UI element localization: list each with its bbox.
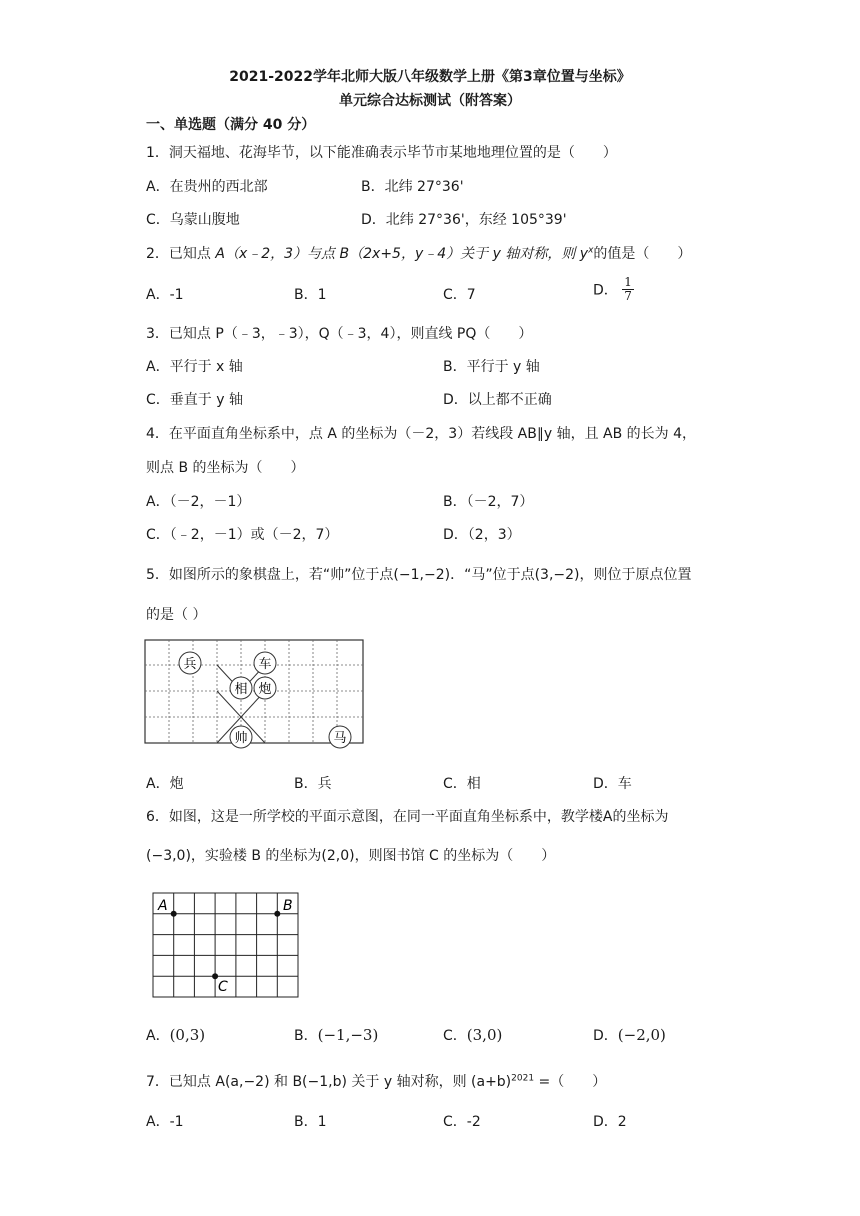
- fraction: $\frac{1}{7}$: [624, 275, 632, 303]
- q6-option-d: D．(−2,0): [593, 1026, 666, 1044]
- q2-option-a: A．-1: [146, 287, 184, 303]
- q2-option-d: D． $\frac{1}{7}$: [593, 275, 632, 303]
- q7-option-a: A．-1: [146, 1114, 184, 1130]
- q3-option-c: C．垂直于 y 轴: [146, 392, 243, 408]
- document-title: 2021-2022学年北师大版八年级数学上册《第3章位置与坐标》: [229, 69, 631, 85]
- q5-option-c: C．相: [443, 776, 481, 792]
- chess-piece-ma: [329, 726, 351, 748]
- question-1-stem: [146, 142, 617, 162]
- q2-option-c: C．7: [443, 287, 476, 303]
- svg-text:车: 车: [258, 657, 272, 672]
- q4-option-b: B．（－2，7）: [443, 494, 534, 510]
- q2-option-b: B．1: [294, 287, 327, 303]
- q6-option-b: B．(−1,−3): [294, 1026, 379, 1044]
- q7-option-d: D．2: [593, 1114, 627, 1130]
- q1-option-b: B．北纬 27°36': [361, 179, 464, 195]
- q5-option-a: A．炮: [146, 776, 184, 792]
- question-5-stem-line2: 的是（ ）: [146, 607, 207, 623]
- q7-option-c: C．-2: [443, 1114, 481, 1130]
- chess-piece-che: [254, 652, 276, 674]
- question-4-stem-line1: 4．在平面直角坐标系中，点 A 的坐标为（－2，3）若线段 AB∥y 轴，且 AB 的长为 4，: [146, 426, 697, 442]
- document-subtitle: 单元综合达标测试（附答案）: [339, 93, 521, 109]
- question-6-stem-line2: (−3,0)，实验楼 B 的坐标为(2,0)，则图书馆 C 的坐标为（ ）: [146, 848, 556, 864]
- q6-option-c: C．(3,0): [443, 1026, 503, 1044]
- chess-piece-xiang: [230, 677, 252, 699]
- q5-option-d: D．车: [593, 776, 632, 792]
- question-7-stem: 7．已知点 A(a,−2) 和 B(−1,b) 关于 y 轴对称，则 $(a+b)^{2021}$ =（ ）: [146, 1073, 607, 1090]
- q3-option-a: A．平行于 x 轴: [146, 359, 243, 375]
- section-heading: 一、单选题（满分 40 分）: [146, 117, 316, 133]
- q4-option-c: C．（﹣2，－1）或（－2，7）: [146, 527, 339, 543]
- svg-text:相: 相: [234, 682, 248, 697]
- question-5-stem-line1: 5．如图所示的象棋盘上，若“帅”位于点(−1,−2)．“马”位于点(3,−2)，则位于原点位置: [146, 567, 692, 583]
- q4-option-a: A．（－2，－1）: [146, 494, 251, 510]
- q1-option-c: C．乌蒙山腹地: [146, 212, 240, 228]
- q6-option-a: A．(0,3): [146, 1026, 206, 1044]
- question-2-stem: 2．已知点 A（x﹣2，3）与点 B（2x+5，y﹣4）关于 y 轴对称，则 $y^x$的值是（ ）: [146, 245, 692, 262]
- svg-text:炮: 炮: [258, 682, 272, 697]
- q3-option-d: D．以上都不正确: [443, 392, 552, 408]
- q3-option-b: B．平行于 y 轴: [443, 359, 540, 375]
- question-text: 洞天福地、花海毕节，以下能准确表示毕节市某地地理位置的是（ ）: [168, 145, 617, 161]
- label-a: A: [158, 898, 168, 914]
- point-a: [171, 911, 177, 917]
- q7-option-b: B．1: [294, 1114, 327, 1130]
- svg-text:兵: 兵: [183, 657, 197, 672]
- question-number: 1．: [146, 145, 169, 161]
- label-c: C: [218, 979, 228, 995]
- label-b: B: [283, 898, 293, 914]
- q5-option-b: B．兵: [294, 776, 332, 792]
- point-b: [274, 911, 280, 917]
- question-4-stem-line2: 则点 B 的坐标为（ ）: [146, 460, 305, 476]
- q1-option-a: A．在贵州的西北部: [146, 179, 268, 195]
- chess-piece-pao: [254, 677, 276, 699]
- q1-option-d: D．北纬 27°36'，东经 105°39': [361, 212, 567, 228]
- svg-text:帅: 帅: [234, 731, 248, 746]
- q4-option-d: D．（2，3）: [443, 527, 521, 543]
- svg-text:马: 马: [333, 731, 347, 746]
- question-6-stem-line1: 6．如图，这是一所学校的平面示意图，在同一平面直角坐标系中，教学楼A的坐标为: [146, 809, 669, 825]
- question-3-stem: 3．已知点 P（﹣3，﹣3），Q（﹣3，4），则直线 PQ（ ）: [146, 326, 533, 342]
- chess-piece-shuai: [230, 726, 252, 748]
- chess-piece-bing: [179, 652, 201, 674]
- chess-board-figure: [140, 635, 370, 750]
- school-map-figure: [150, 890, 302, 1002]
